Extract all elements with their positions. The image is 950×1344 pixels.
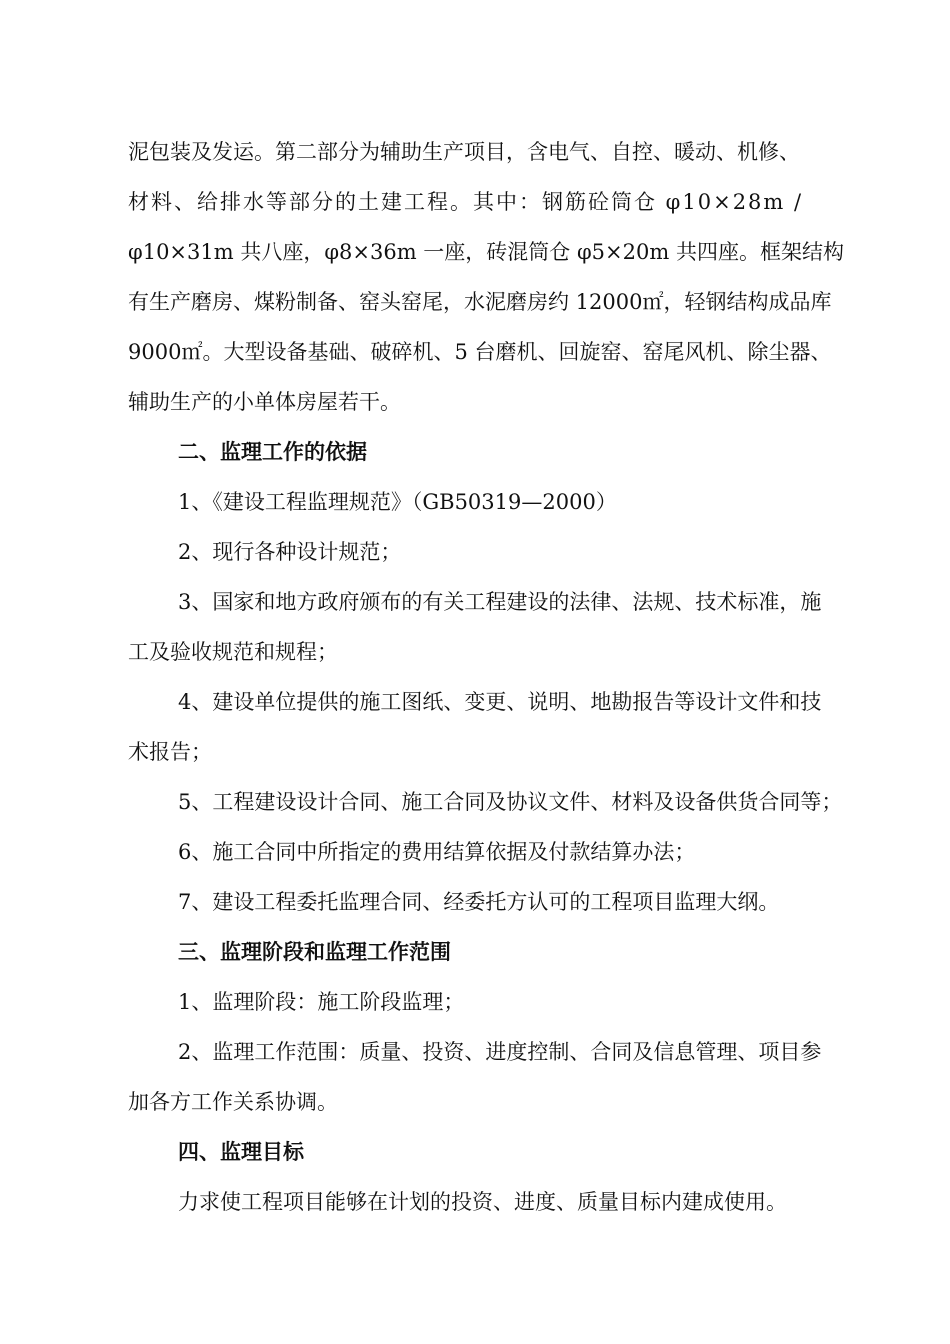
list-item: 7、建设工程委托监理合同、经委托方认可的工程项目监理大纲。 — [178, 890, 780, 914]
list-item: 3、国家和地方政府颁布的有关工程建设的法律、法规、技术标准，施 — [178, 590, 822, 614]
paragraph-line: 材料、给排水等部分的土建工程。其中：钢筋砼筒仓 φ10×28m / — [128, 190, 804, 214]
list-item: 2、现行各种设计规范； — [178, 540, 402, 564]
list-item: 2、监理工作范围：质量、投资、进度控制、合同及信息管理、项目参 — [178, 1040, 822, 1064]
list-item: 1、监理阶段：施工阶段监理； — [178, 990, 465, 1014]
paragraph-line: 9000㎡。大型设备基础、破碎机、5 台磨机、回旋窑、窑尾风机、除尘器、 — [128, 340, 832, 364]
paragraph-line: 泥包装及发运。第二部分为辅助生产项目，含电气、自控、暖动、机修、 — [128, 140, 800, 164]
list-item-continuation: 术报告； — [128, 740, 212, 764]
list-item: 4、建设单位提供的施工图纸、变更、说明、地勘报告等设计文件和技 — [178, 690, 822, 714]
list-item: 6、施工合同中所指定的费用结算依据及付款结算办法； — [178, 840, 696, 864]
paragraph-line: 辅助生产的小单体房屋若干。 — [128, 390, 401, 414]
list-item-continuation: 工及验收规范和规程； — [128, 640, 338, 664]
paragraph-line: 力求使工程项目能够在计划的投资、进度、质量目标内建成使用。 — [178, 1190, 787, 1214]
paragraph-line: φ10×31m 共八座，φ8×36m 一座，砖混筒仓 φ5×20m 共四座。框架结构 — [128, 240, 844, 264]
section-heading: 三、监理阶段和监理工作范围 — [178, 939, 451, 964]
section-heading: 四、监理目标 — [178, 1139, 304, 1164]
section-heading: 二、监理工作的依据 — [178, 439, 367, 464]
paragraph-line: 有生产磨房、煤粉制备、窑头窑尾，水泥磨房约 12000㎡，轻钢结构成品库 — [128, 290, 832, 314]
list-item-continuation: 加各方工作关系协调。 — [128, 1090, 338, 1114]
list-item: 5、工程建设设计合同、施工合同及协议文件、材料及设备供货合同等； — [178, 790, 843, 814]
list-item: 1、《建设工程监理规范》（GB50319—2000） — [178, 490, 617, 514]
